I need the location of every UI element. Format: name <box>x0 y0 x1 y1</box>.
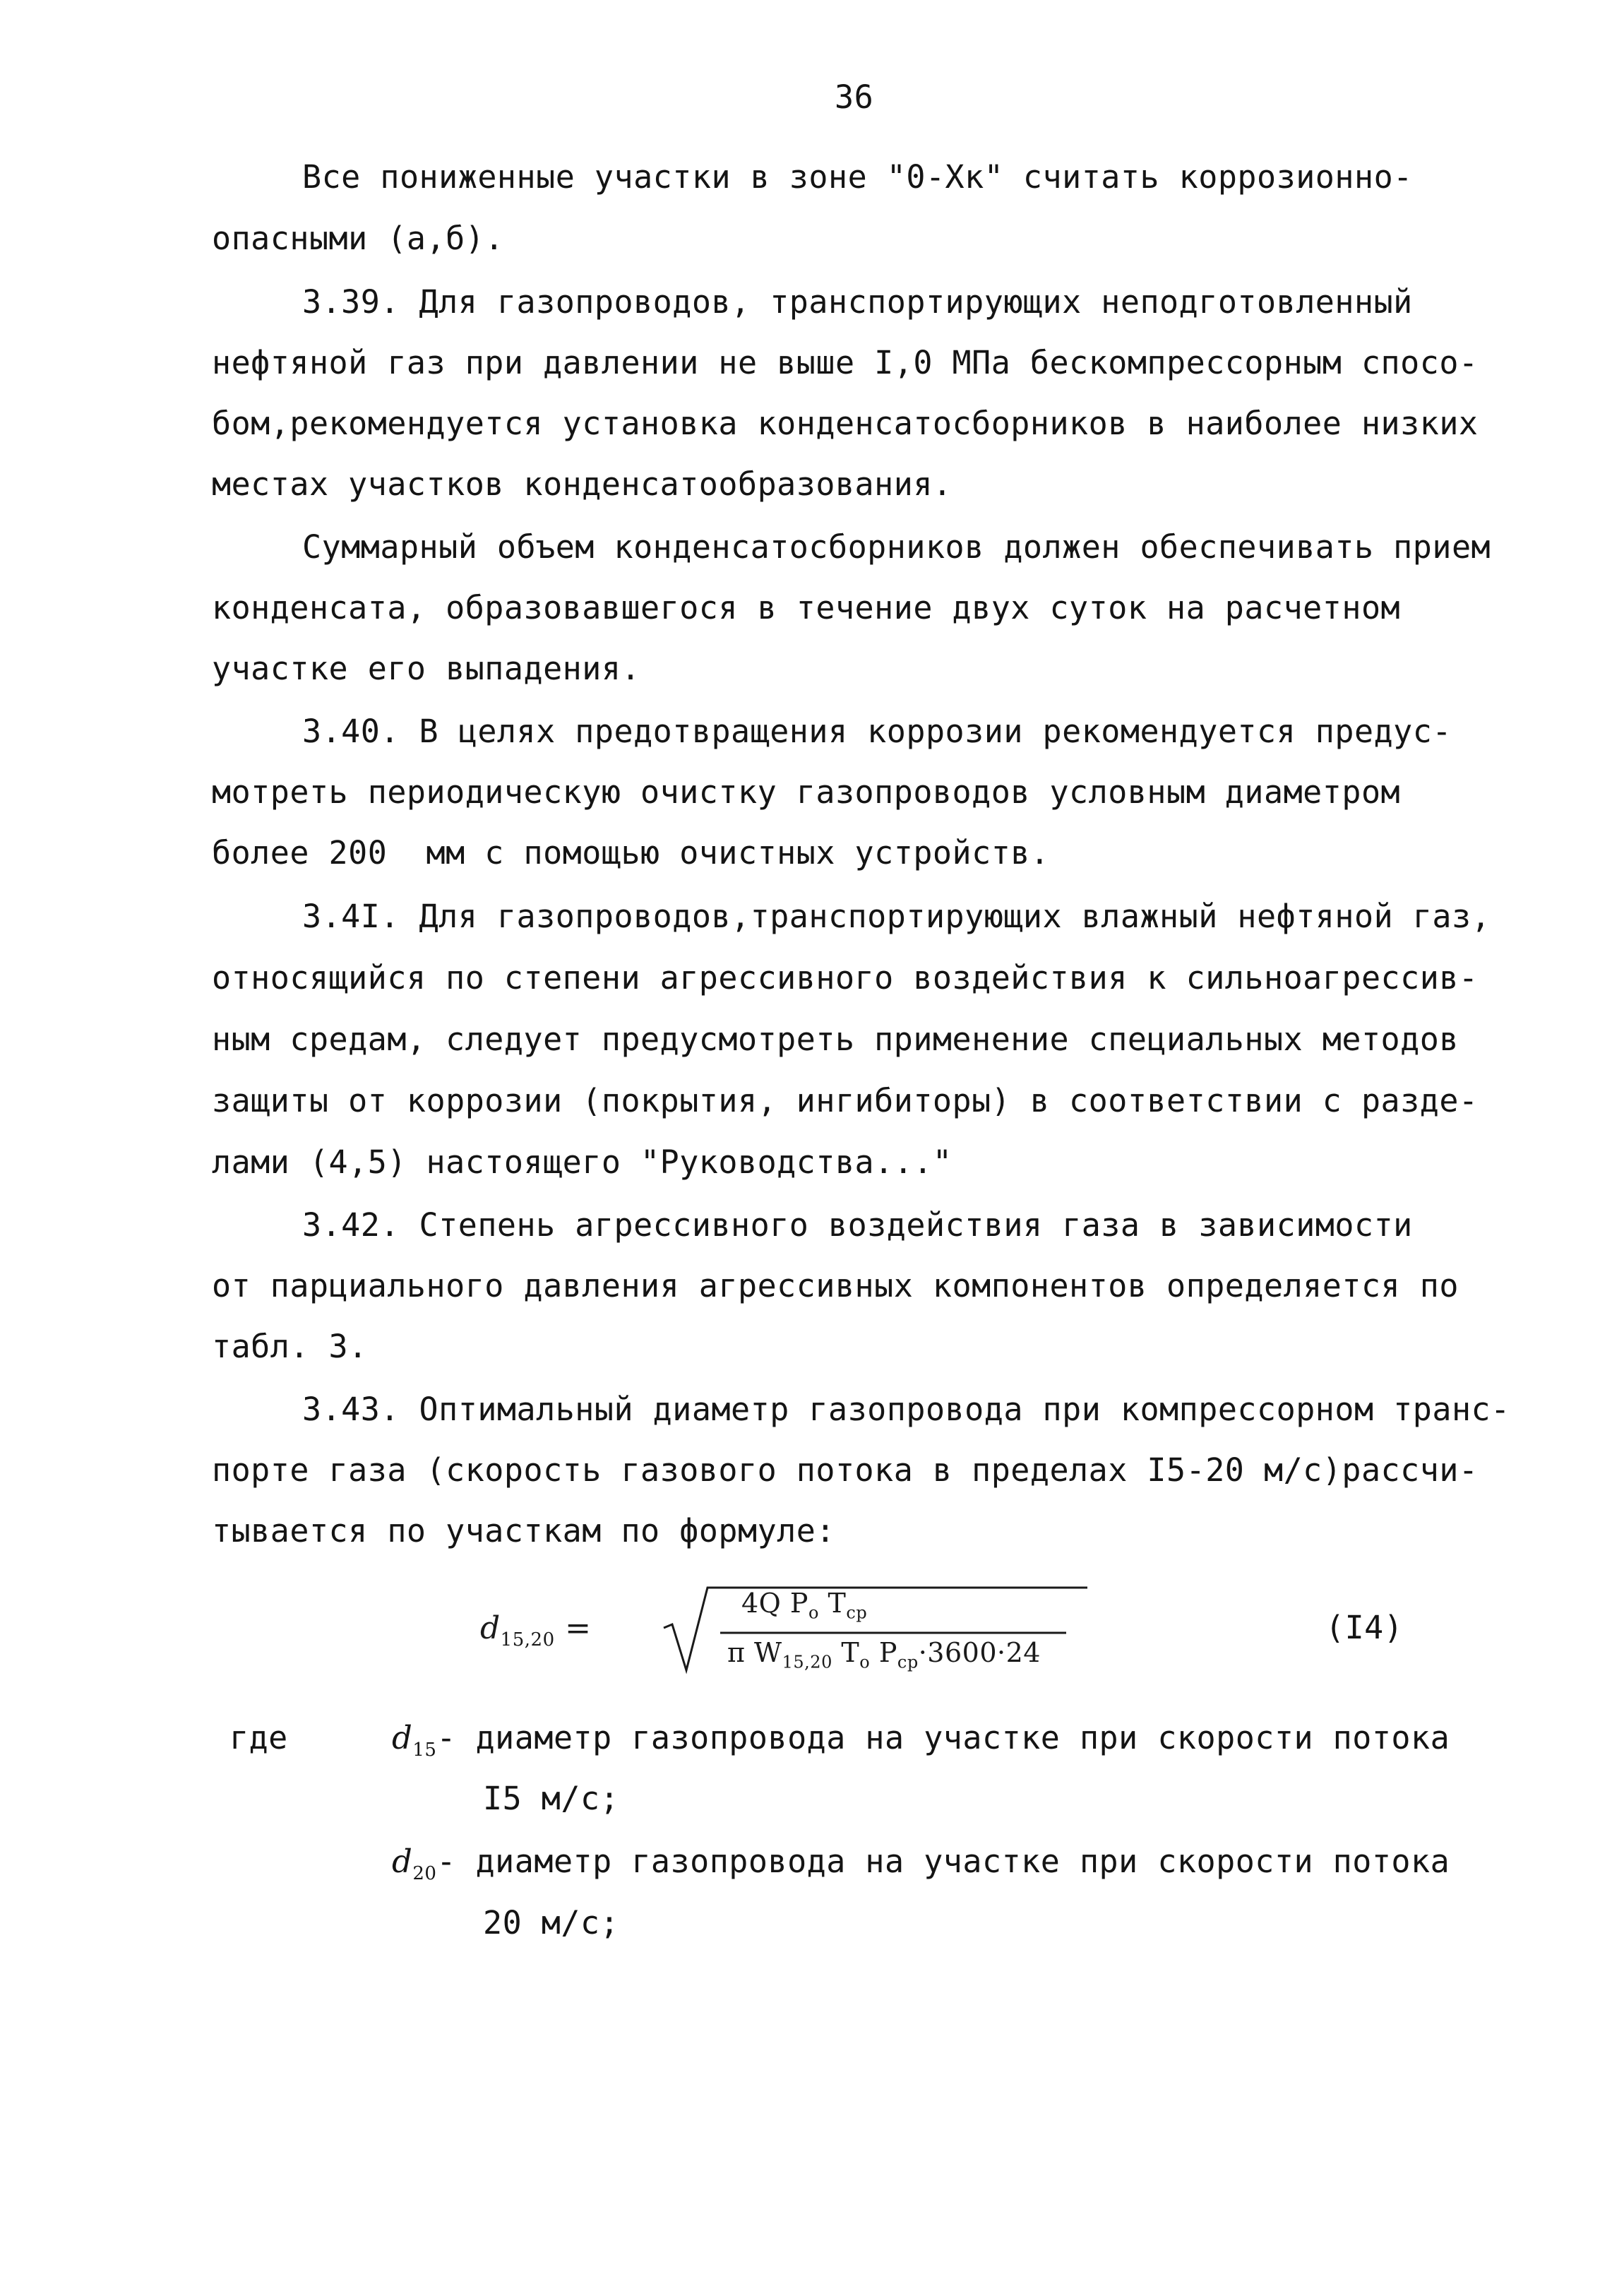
body-line: 3.42. Степень агрессивного воздействия газа в зависимости <box>302 1206 1413 1244</box>
body-line: табл. 3. <box>212 1328 368 1365</box>
definition-line: $d_{15}-$ диаметр газопровода на участке при скорости потока <box>392 1719 1450 1761</box>
definition-line: $d_{20}-$ диаметр газопровода на участке при скорости потока <box>392 1843 1450 1884</box>
body-line: Все пониженные участки в зоне "0-Хк" считать коррозионно- <box>302 158 1413 196</box>
formula-denominator: π $W_{15,20}$ $T_o$ $P_{cp}\cdot 3600\cdot 24$ <box>727 1637 1041 1672</box>
body-line: 3.4I. Для газопроводов,транспортирующих влажный нефтяной газ, <box>302 898 1491 935</box>
formula-numerator: 4Q $P_o$ $T_{cp}$ <box>741 1588 868 1623</box>
body-line: лами (4,5) настоящего "Руководства..." <box>212 1143 953 1181</box>
body-line: защиты от коррозии (покрытия, ингибиторы) в соответствии с разде- <box>212 1082 1479 1119</box>
body-line: 3.39. Для газопроводов, транспортирующих неподготовленный <box>302 283 1413 321</box>
definition-line: I5 м/с; <box>483 1780 620 1817</box>
formula-number: (I4) <box>1325 1609 1404 1646</box>
definition-line: 20 м/с; <box>483 1904 620 1941</box>
body-line: местах участков конденсатообразования. <box>212 465 953 503</box>
body-line: конденсата, образовавшегося в течение двух суток на расчетном <box>212 589 1401 626</box>
body-line: 3.43. Оптимальный диаметр газопровода при компрессорном транс- <box>302 1391 1510 1428</box>
body-line: участке его выпадения. <box>212 650 641 687</box>
body-line: более 200 мм с помощью очистных устройств. <box>212 834 1050 872</box>
body-line: нефтяной газ при давлении не выше I,0 МПа бескомпрессорным спосо- <box>212 344 1479 381</box>
body-line: Суммарный объем конденсатосборников должен обеспечивать прием <box>302 528 1491 566</box>
body-line: от парциального давления агрессивных компонентов определяется по <box>212 1267 1459 1304</box>
body-line: тывается по участкам по формуле: <box>212 1512 835 1549</box>
page-number: 36 <box>835 78 874 116</box>
body-line: 3.40. В целях предотвращения коррозии рекомендуется предус- <box>302 713 1452 750</box>
body-line: мотреть периодическую очистку газопроводов условным диаметром <box>212 773 1401 811</box>
body-line: порте газа (скорость газового потока в пределах I5-20 м/с)рассчи- <box>212 1451 1479 1489</box>
body-line: ным средам, следует предусмотреть применение специальных методов <box>212 1021 1459 1058</box>
formula <box>480 1575 1116 1688</box>
body-line: бом,рекомендуется установка конденсатосборников в наиболее низких <box>212 405 1479 442</box>
body-line: опасными (а,б). <box>212 220 504 257</box>
where-label: где <box>229 1719 288 1756</box>
body-line: относящийся по степени агрессивного воздействия к сильноагрессив- <box>212 959 1479 997</box>
formula-lhs: $d_{15,20}$ = <box>480 1610 592 1650</box>
